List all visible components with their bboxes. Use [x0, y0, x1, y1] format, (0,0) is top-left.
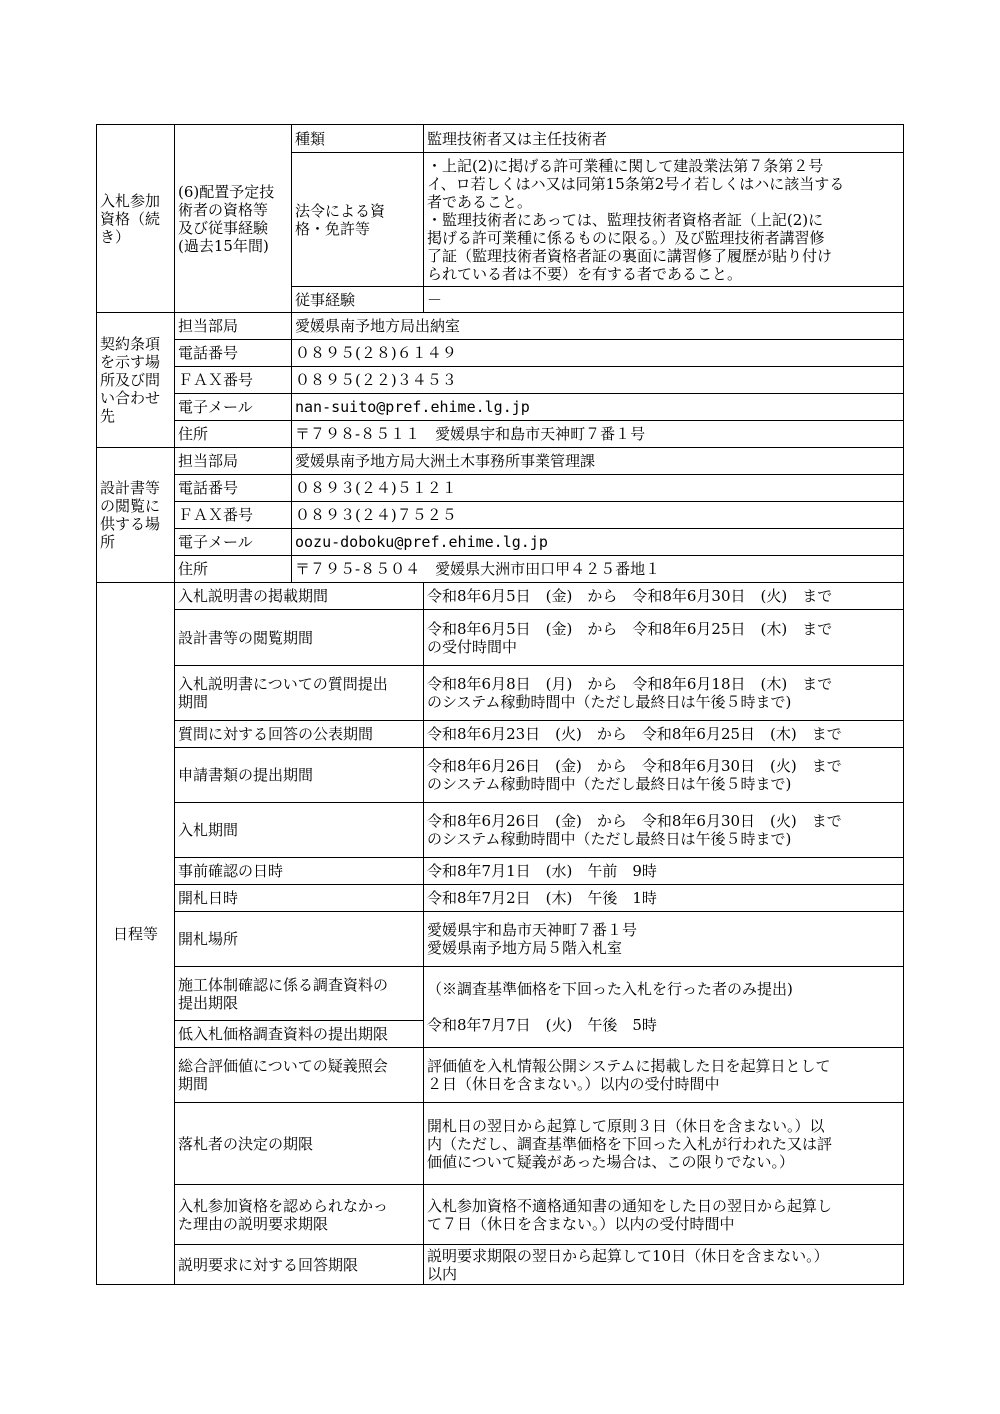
design-fax-value: ０８９３(２４)７５２５ [292, 502, 904, 529]
schedule-label: 低入札価格調査資料の提出期限 [175, 1021, 424, 1048]
schedule-label: 入札参加資格を認められなかっ た理由の説明要求期限 [175, 1185, 424, 1245]
schedule-value: 令和8年6月8日 (月) から 令和8年6月18日 (木) まで のシステム稼動時間中（ただし最終日は午後５時まで) [424, 666, 904, 721]
schedule-label: 設計書等の閲覧期間 [175, 610, 424, 666]
contract-email-value: nan-suito@pref.ehime.lg.jp [292, 394, 904, 421]
type-value: 監理技術者又は主任技術者 [424, 125, 904, 153]
schedule-value: 令和8年6月5日 (金) から 令和8年6月30日 (火) まで [424, 583, 904, 610]
design-section-header: 設計書等 の閲覧に 供する場 所 [97, 448, 175, 583]
design-phone-label: 電話番号 [175, 475, 292, 502]
license-value: ・上記(2)に掲げる許可業種に関して建設業法第７条第２号 イ、ロ若しくはハ又は同第15条第2号イ若しくはハに該当する 者であること。 ・監理技術者にあっては、監理技術者資格者証（上記(2)に 掲げる許可業種に係るものに限る。）及び監理技術者講習修 了証（監理技術者資格者証の裏面に講習修了履歴が貼り付け られている者は不要）を有する者であること。 [424, 153, 904, 287]
experience-label: 従事経験 [292, 287, 424, 313]
schedule-value: 開札日の翌日から起算して原則３日（休日を含まない。）以 内（ただし、調査基準価格を下回った入札が行われた又は評 価値について疑義があった場合は、この限りでない。） [424, 1103, 904, 1185]
schedule-label: 総合評価値についての疑義照会 期間 [175, 1048, 424, 1103]
design-address-label: 住所 [175, 556, 292, 583]
contract-email-label: 電子メール [175, 394, 292, 421]
contract-fax-label: ＦＡＸ番号 [175, 367, 292, 394]
contract-dept-label: 担当部局 [175, 313, 292, 340]
schedule-value: （※調査基準価格を下回った入札を行った者のみ提出) 令和8年7月7日 (火) 午後 5時 [424, 967, 904, 1048]
design-email-value: oozu-doboku@pref.ehime.lg.jp [292, 529, 904, 556]
schedule-label: 入札説明書についての質問提出 期間 [175, 666, 424, 721]
schedule-value: 説明要求期限の翌日から起算して10日（休日を含まない。） 以内 [424, 1245, 904, 1285]
schedule-value: 令和8年6月26日 (金) から 令和8年6月30日 (火) まで のシステム稼動時間中（ただし最終日は午後５時まで) [424, 748, 904, 803]
design-email-label: 電子メール [175, 529, 292, 556]
schedule-section-header: 日程等 [97, 583, 175, 1285]
qualification-section-header: 入札参加 資格（続 き） [97, 125, 175, 313]
schedule-label: 開札場所 [175, 912, 424, 967]
design-phone-value: ０８９３(２４)５１２１ [292, 475, 904, 502]
contract-section-header: 契約条項 を示す場 所及び問 い合わせ 先 [97, 313, 175, 448]
schedule-label: 施工体制確認に係る調査資料の 提出期限 [175, 967, 424, 1021]
experience-value: － [424, 287, 904, 313]
schedule-value: 令和8年7月2日 (木) 午後 1時 [424, 885, 904, 912]
contract-phone-value: ０８９５(２８)６１４９ [292, 340, 904, 367]
design-dept-value: 愛媛県南予地方局大洲土木事務所事業管理課 [292, 448, 904, 475]
schedule-label: 開札日時 [175, 885, 424, 912]
schedule-label: 申請書類の提出期間 [175, 748, 424, 803]
schedule-label: 説明要求に対する回答期限 [175, 1245, 424, 1285]
schedule-value: 令和8年6月26日 (金) から 令和8年6月30日 (火) まで のシステム稼動時間中（ただし最終日は午後５時まで) [424, 803, 904, 858]
design-fax-label: ＦＡＸ番号 [175, 502, 292, 529]
schedule-label: 事前確認の日時 [175, 858, 424, 885]
schedule-value: 令和8年7月1日 (水) 午前 9時 [424, 858, 904, 885]
contract-address-label: 住所 [175, 421, 292, 448]
contract-address-value: 〒７９８-８５１１ 愛媛県宇和島市天神町７番１号 [292, 421, 904, 448]
type-label: 種類 [292, 125, 424, 153]
schedule-value: 入札参加資格不適格通知書の通知をした日の翌日から起算し て７日（休日を含まない。）以内の受付時間中 [424, 1185, 904, 1245]
design-address-value: 〒７９５-８５０４ 愛媛県大洲市田口甲４２５番地１ [292, 556, 904, 583]
schedule-value: 令和8年6月5日 (金) から 令和8年6月25日 (木) まで の受付時間中 [424, 610, 904, 666]
schedule-label: 質問に対する回答の公表期間 [175, 721, 424, 748]
schedule-value: 評価値を入札情報公開システムに掲載した日を起算日として ２日（休日を含まない。）以内の受付時間中 [424, 1048, 904, 1103]
schedule-value: 令和8年6月23日 (火) から 令和8年6月25日 (木) まで [424, 721, 904, 748]
contract-dept-value: 愛媛県南予地方局出納室 [292, 313, 904, 340]
notice-table [96, 124, 904, 1285]
engineer-qualification-subheader: (6)配置予定技 術者の資格等 及び従事経験 (過去15年間) [175, 125, 292, 313]
schedule-value: 愛媛県宇和島市天神町７番１号 愛媛県南予地方局５階入札室 [424, 912, 904, 967]
license-label: 法令による資 格・免許等 [292, 153, 424, 287]
schedule-label: 入札説明書の掲載期間 [175, 583, 424, 610]
contract-phone-label: 電話番号 [175, 340, 292, 367]
schedule-label: 落札者の決定の期限 [175, 1103, 424, 1185]
design-dept-label: 担当部局 [175, 448, 292, 475]
schedule-label: 入札期間 [175, 803, 424, 858]
contract-fax-value: ０８９５(２２)３４５３ [292, 367, 904, 394]
